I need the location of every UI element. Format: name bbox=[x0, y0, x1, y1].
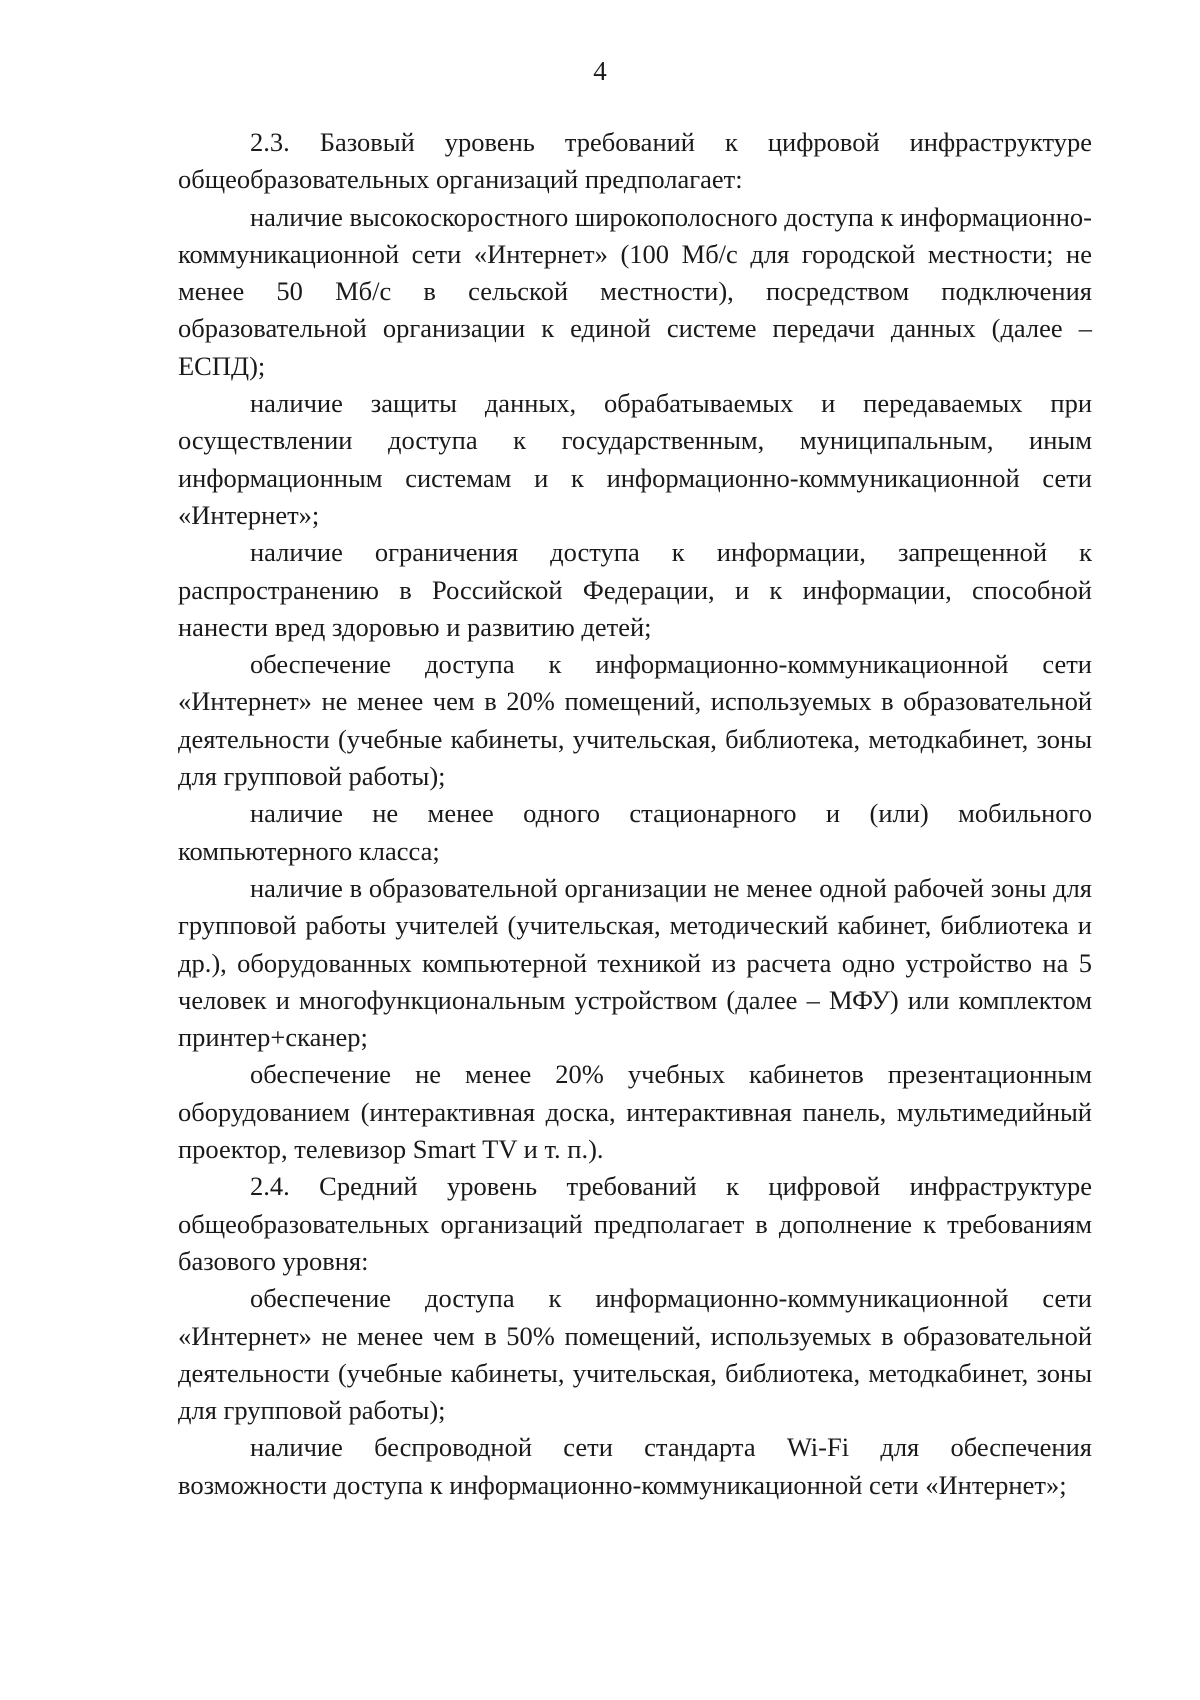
paragraph-wifi: наличие беспроводной сети стандарта Wi-Fi для обеспечения возможности доступа к информационно-коммуникационной сети «Интернет»; bbox=[178, 1432, 1092, 1500]
paragraph-presentation-equipment: обеспечение не менее 20% учебных кабинетов презентационным оборудованием (интерактивная доска, интерактивная панель, мультимедийный проектор, телевизор Smart TV и т. п.). bbox=[178, 1059, 1092, 1165]
paragraph-internet-20-percent: обеспечение доступа к информационно-коммуникационной сети «Интернет» не менее чем в 20% помещений, используемых в образовательной деятельности (учебные кабинеты, учительская, библиотека, методкабинет, зоны для групповой работы); bbox=[178, 649, 1092, 792]
paragraph-computer-class: наличие не менее одного стационарного и (или) мобильного компьютерного класса; bbox=[178, 798, 1092, 866]
section-2-4-heading: 2.4. Средний уровень требований к цифровой инфраструктуре общеобразовательных организаций предполагает в дополнение к требованиям базового уровня: bbox=[178, 1171, 1092, 1276]
document-body bbox=[178, 124, 1092, 1504]
section-2-3-heading: 2.3. Базовый уровень требований к цифровой инфраструктуре общеобразовательных организаций предполагает: bbox=[178, 127, 1092, 195]
paragraph-broadband-access: наличие высокоскоростного широкополосного доступа к информационно-коммуникационной сети «Интернет» (100 Мб/с для городской местности; не менее 50 Мб/с в сельской местности), посредством подключения образовательной организации к единой системе передачи данных (далее – ЕСПД); bbox=[178, 201, 1092, 381]
paragraph-internet-50-percent: обеспечение доступа к информационно-коммуникационной сети «Интернет» не менее чем в 50% помещений, используемых в образовательной деятельности (учебные кабинеты, учительская, библиотека, методкабинет, зоны для групповой работы); bbox=[178, 1283, 1092, 1426]
paragraph-access-restriction: наличие ограничения доступа к информации, запрещенной к распространению в Российской Федерации, и к информации, способной нанести вред здоровью и развитию детей; bbox=[178, 537, 1092, 642]
paragraph-teacher-workzone: наличие в образовательной организации не менее одной рабочей зоны для групповой работы учителей (учительская, методический кабинет, библиотека и др.), оборудованных компьютерной техникой из расчета одно устройство на 5 человек и многофункциональным устройством (далее – МФУ) или комплектом принтер+сканер; bbox=[178, 872, 1092, 1053]
paragraph-data-protection: наличие защиты данных, обрабатываемых и передаваемых при осуществлении доступа к государственным, муниципальным, иным информационным системам и к информационно-коммуникационной сети «Интернет»; bbox=[178, 388, 1092, 530]
page-number: 4 bbox=[593, 56, 607, 86]
